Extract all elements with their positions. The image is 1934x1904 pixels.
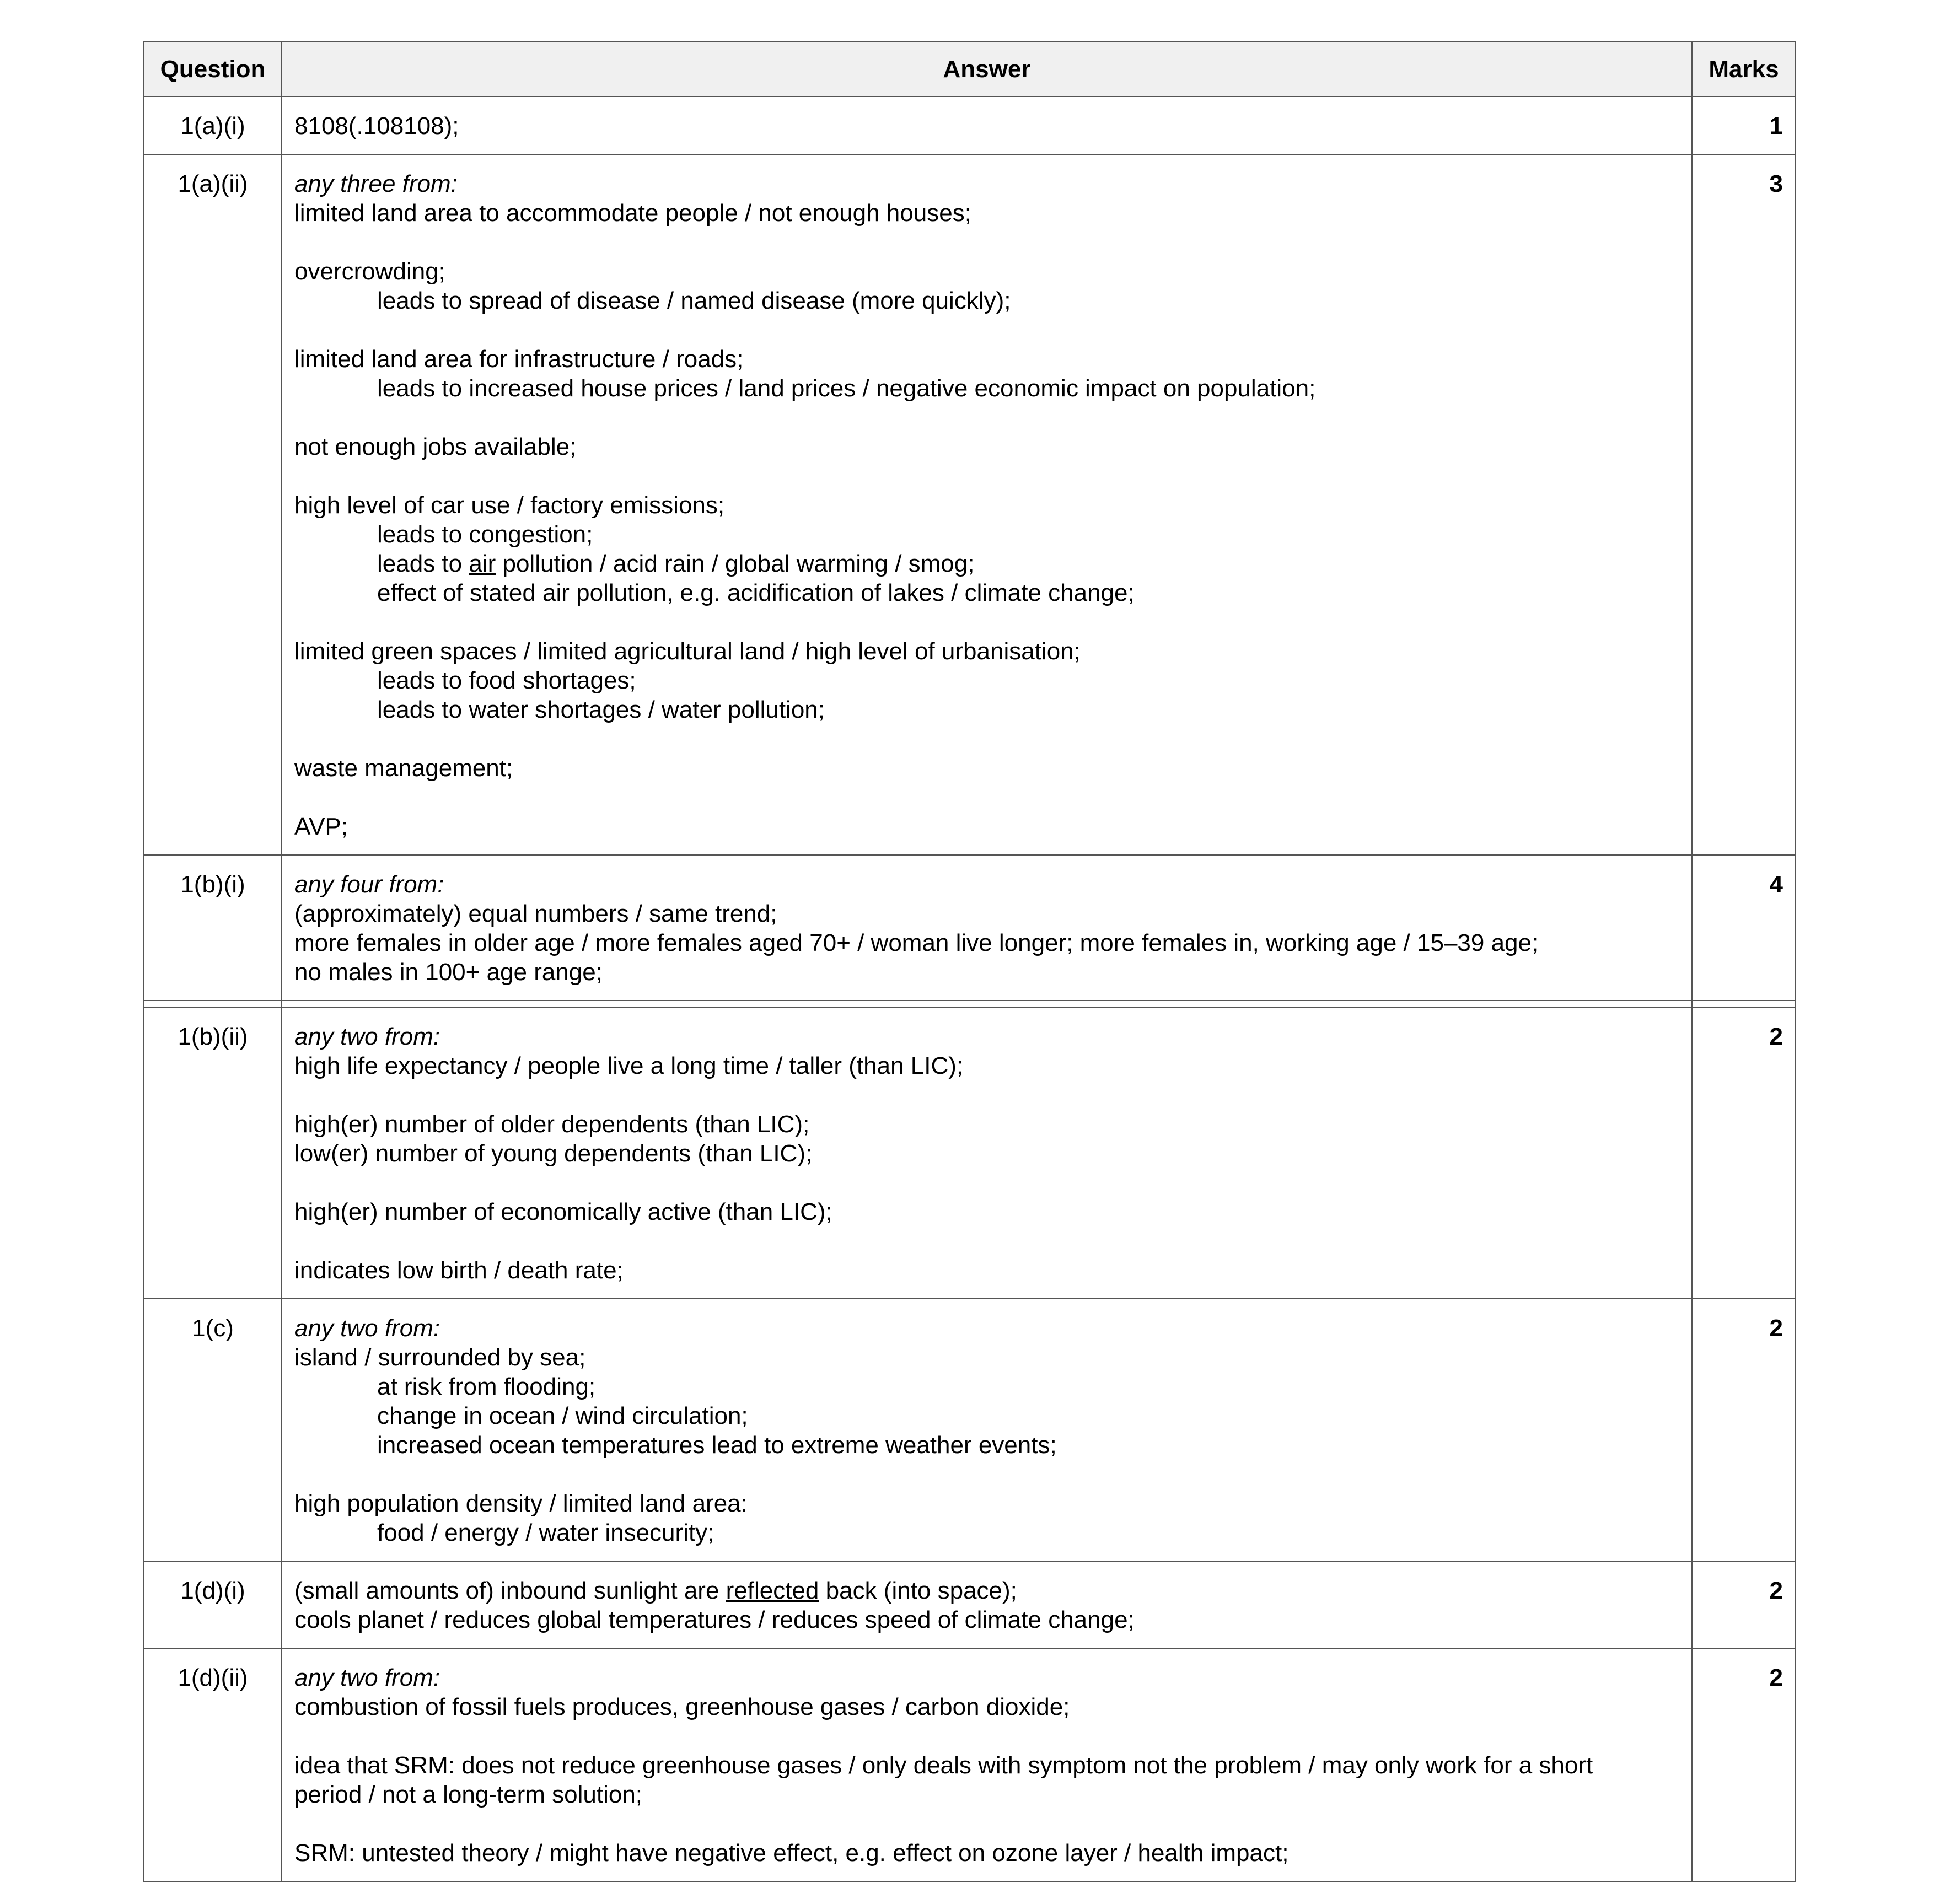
table-row [144,96,1796,154]
answer-line: limited land area for infrastructure / roads; [294,346,744,373]
row-separator [144,1001,1796,1007]
underlined-keyword: reflected [726,1577,819,1604]
answer-instruction: any four from: [294,871,444,898]
answer-instruction: any two from: [294,1315,440,1342]
answer-line [294,1576,1680,1605]
answer-text: leads to [377,550,469,577]
answer-subline: effect of stated air pollution, e.g. acidification of lakes / climate change; [377,579,1135,606]
answer-line: high life expectancy / people live a long time / taller (than LIC); [294,1052,964,1079]
answer-line: SRM: untested theory / might have negative effect, e.g. effect on ozone layer / health impact; [294,1840,1289,1867]
answer-line: high(er) number of economically active (than LIC); [294,1198,832,1225]
answer-line: overcrowding; [294,258,445,285]
question-number: 1(c) [144,1299,282,1561]
answer-line: 8108(.108108); [294,112,459,139]
question-number: 1(b)(ii) [144,1007,282,1299]
marks-value: 2 [1692,1007,1796,1299]
answer-line: cools planet / reduces global temperatures / reduces speed of climate change; [294,1606,1135,1633]
answer-text: back (into space); [819,1577,1017,1604]
answer-line: AVP; [294,813,348,840]
answer-cell [282,1648,1692,1881]
answer-line: no males in 100+ age range; [294,959,603,986]
table-row [144,1561,1796,1648]
answer-subline: increased ocean temperatures lead to extreme weather events; [377,1432,1057,1459]
marks-value: 3 [1692,154,1796,855]
answer-line: indicates low birth / death rate; [294,1257,624,1284]
answer-line: not enough jobs available; [294,433,577,460]
answer-line: high(er) number of older dependents (than LIC); [294,1111,810,1138]
answer-line: more females in older age / more females aged 70+ / woman live longer; more females in, working age / 15–39 age; [294,929,1539,956]
question-number: 1(b)(i) [144,855,282,1001]
answer-subline: at risk from flooding; [377,1373,596,1400]
answer-subline: leads to water shortages / water pollution; [377,696,825,723]
marks-value: 1 [1692,96,1796,154]
table-row [144,1648,1796,1881]
table-row [144,1007,1796,1299]
table-row [144,154,1796,855]
answer-line: high level of car use / factory emissions; [294,492,725,519]
answer-instruction: any three from: [294,170,458,197]
question-header: Question [144,41,282,96]
answer-subline [294,549,1680,578]
answer-subline: change in ocean / wind circulation; [377,1402,748,1429]
answer-line: high population density / limited land area: [294,1490,748,1517]
answer-text: pollution / acid rain / global warming / smog; [496,550,975,577]
answer-line: low(er) number of young dependents (than LIC); [294,1140,813,1167]
answer-subline: leads to spread of disease / named disease (more quickly); [377,287,1011,314]
answer-line: island / surrounded by sea; [294,1344,586,1371]
question-number: 1(a)(ii) [144,154,282,855]
answer-cell [282,96,1692,154]
mark-scheme-table [143,41,1796,1882]
answer-subline: leads to congestion; [377,521,593,548]
question-number: 1(d)(i) [144,1561,282,1648]
underlined-keyword: air [469,550,496,577]
marks-header: Marks [1692,41,1796,96]
marks-value: 4 [1692,855,1796,1001]
answer-line: (approximately) equal numbers / same trend; [294,900,777,927]
answer-text: (small amounts of) inbound sunlight are [294,1577,726,1604]
question-number: 1(a)(i) [144,96,282,154]
answer-subline: leads to increased house prices / land prices / negative economic impact on population; [377,375,1316,402]
marks-value: 2 [1692,1561,1796,1648]
table-row [144,855,1796,1001]
answer-cell [282,1561,1692,1648]
answer-instruction: any two from: [294,1664,440,1691]
header-row [144,41,1796,96]
answer-line: period / not a long-term solution; [294,1781,643,1808]
answer-line: limited green spaces / limited agricultural land / high level of urbanisation; [294,638,1081,665]
answer-cell [282,154,1692,855]
answer-line: combustion of fossil fuels produces, greenhouse gases / carbon dioxide; [294,1693,1070,1720]
question-number: 1(d)(ii) [144,1648,282,1881]
marks-value: 2 [1692,1648,1796,1881]
answer-line: idea that SRM: does not reduce greenhouse gases / only deals with symptom not the problem / may only work for a short [294,1752,1593,1779]
answer-cell [282,855,1692,1001]
answer-subline: food / energy / water insecurity; [377,1519,714,1546]
answer-subline: leads to food shortages; [377,667,636,694]
answer-cell [282,1007,1692,1299]
marks-value: 2 [1692,1299,1796,1561]
answer-instruction: any two from: [294,1023,440,1050]
answer-line: limited land area to accommodate people / not enough houses; [294,200,971,227]
answer-line: waste management; [294,755,513,782]
table-row [144,1299,1796,1561]
answer-cell [282,1299,1692,1561]
answer-header: Answer [282,41,1692,96]
